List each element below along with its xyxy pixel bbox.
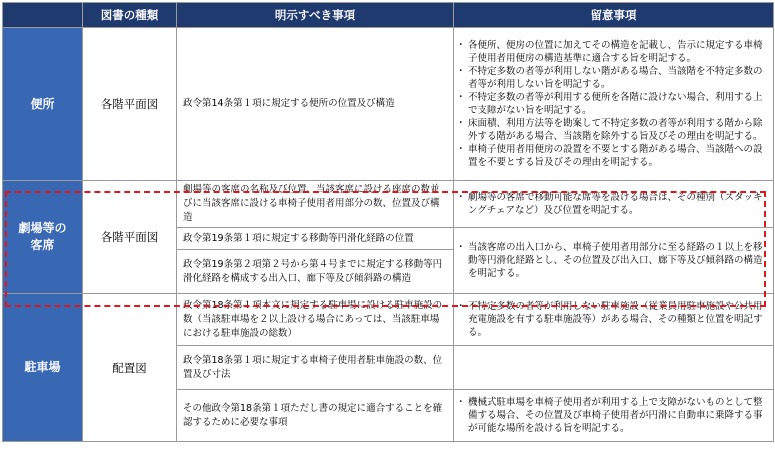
theater-row-1	[3, 181, 774, 228]
header-items: 明示すべき事項	[177, 3, 454, 28]
parking-note-cell	[454, 390, 774, 442]
toilet-note: ・ 車椅子使用者用便房の設置を不要とする階がある場合、当該階への設置を不要とする旨及びその理由を明記する。	[458, 143, 769, 169]
parking-note-cell-empty	[454, 346, 774, 390]
theater-note-cell	[454, 228, 774, 294]
theater-item: 劇場等の客席の名称及び位置、当該客席に設ける座席の数並びに当該客席に設ける車椅子使用者用部分の数、位置及び構造	[177, 181, 454, 228]
theater-document: 各階平面図	[83, 181, 177, 294]
theater-category-line1: 劇場等の	[18, 221, 67, 235]
toilet-item: 政令第14条第１項に規定する便所の位置及び構造	[177, 28, 454, 181]
parking-item: 政令第18条第１項に規定する車椅子使用者駐車施設の数、位置及び寸法	[177, 346, 454, 390]
parking-document: 配置図	[83, 294, 177, 442]
theater-note: ・ 劇場等の客席で移動可能な席等を設ける場合は、その種別（スタッキングチェアなど）及び位置を明記する。	[458, 191, 769, 217]
parking-category: 駐車場	[3, 294, 83, 442]
toilet-note: ・ 不特定多数の者等が利用しない階がある場合、当該階を不特定多数の者等が利用しない旨を明記する。	[458, 65, 769, 91]
parking-row-1	[3, 294, 774, 346]
toilet-category: 便所	[3, 28, 83, 181]
theater-category-line2: 客席	[30, 238, 55, 252]
theater-category	[3, 181, 83, 294]
theater-note-cell	[454, 181, 774, 228]
theater-item: 政令第19条第１項に規定する移動等円滑化経路の位置	[177, 228, 454, 250]
toilet-note: ・ 床面積、利用方法等を勘案して不特定多数の者等が利用する階から除外する階がある場合、当該階を除外する旨及びその理由を明記する。	[458, 117, 769, 143]
header-row	[3, 3, 774, 28]
header-document-type: 図書の種類	[83, 3, 177, 28]
toilet-row	[3, 28, 774, 181]
toilet-document: 各階平面図	[83, 28, 177, 181]
toilet-note: ・ 各便所、便房の位置に加えてその構造を記載し、告示に規定する車椅子使用者用便房の構造基準に適合する旨を明記する。	[458, 39, 769, 65]
toilet-note: ・ 不特定多数の者等が利用する便所を各階に設けない場合、利用する上で支障がない旨を明記する。	[458, 91, 769, 117]
theater-item: 政令第19条第２項第２号から第４号までに規定する移動等円滑化経路を構成する出入口、廊下等及び傾斜路の構造	[177, 250, 454, 294]
toilet-notes	[454, 28, 774, 181]
header-category	[3, 3, 83, 28]
parking-note: ・ 機械式駐車場を車椅子使用者が利用する上で支障がないものとして整備する場合、その位置及び車椅子使用者が円滑に自動車に乗降する事が可能な場所を設ける旨を明記する。	[458, 396, 769, 435]
parking-note: ・ 不特定多数の者等が利用しない駐車施設（従業員用駐車施設や公共用充電施設を有する駐車施設等）がある場合、その種類と位置を明記する。	[458, 300, 769, 339]
theater-note: ・ 当該客席の出入口から、車椅子使用者用部分に至る経路の１以上を移動等円滑化経路とし、その位置及び出入口、廊下等及び傾斜路の構造を明記する。	[458, 241, 769, 280]
parking-item: その他政令第18条第１項ただし書の規定に適合することを確認するために必要な事項	[177, 390, 454, 442]
requirements-table	[2, 2, 774, 442]
parking-note-cell	[454, 294, 774, 346]
parking-item: 政令第18条第１項本文に規定する駐車場に設ける駐車施設の数（当該駐車場を２以上設ける場合にあっては、当該駐車場における駐車施設の総数）	[177, 294, 454, 346]
header-notes: 留意事項	[454, 3, 774, 28]
